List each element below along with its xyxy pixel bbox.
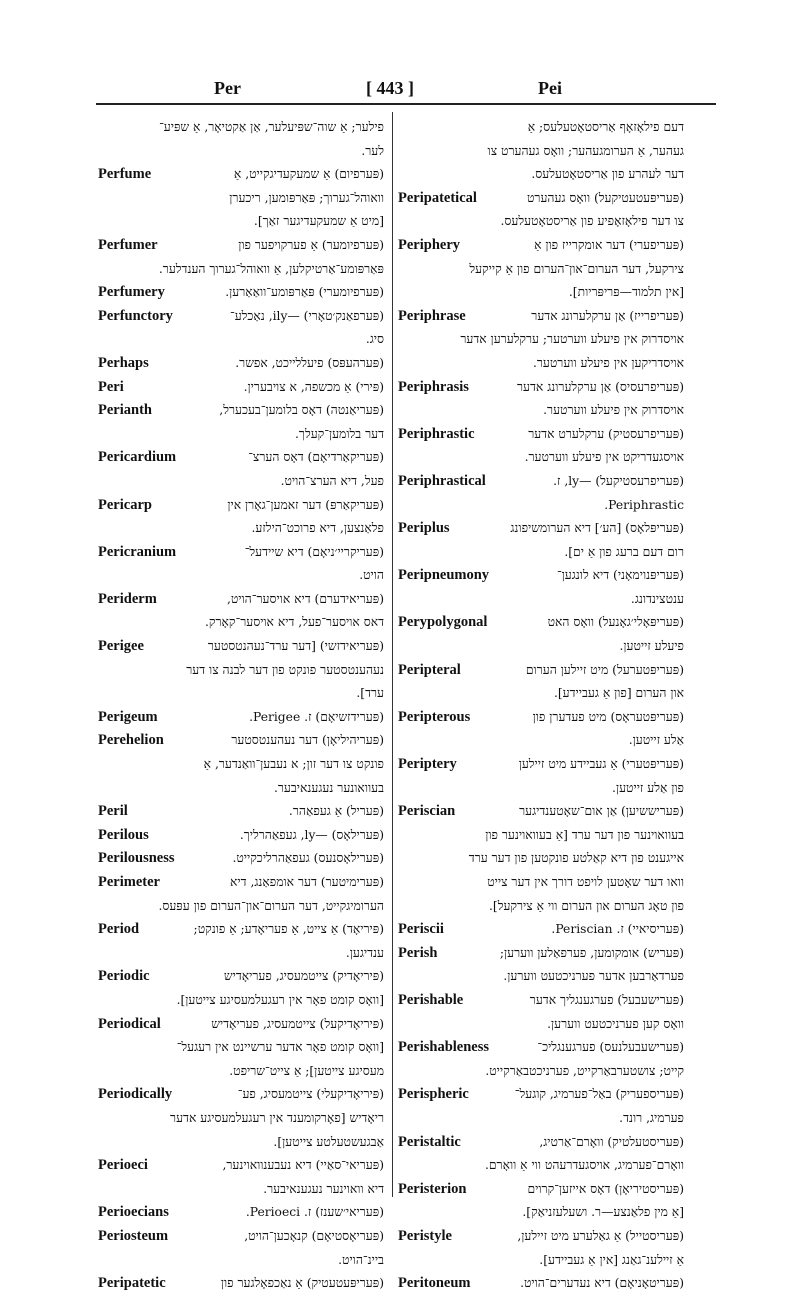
dictionary-entry bbox=[98, 871, 384, 895]
definition-text: און הערום [פון אַ געביידע]. bbox=[553, 686, 684, 701]
definition-text: פונקט צו דער זון; א נעבען־וואַנדער, אַ bbox=[203, 757, 384, 772]
entry-continuation-line bbox=[398, 210, 684, 234]
definition-text: ענדיגען. bbox=[345, 945, 384, 960]
entry-continuation-line bbox=[98, 423, 384, 447]
headword: Perfunctory bbox=[98, 307, 173, 324]
definition-text: (פּעריאי־סאַיי) דיא נעבענוואוינער, bbox=[222, 1158, 384, 1173]
entry-continuation-line bbox=[398, 871, 684, 895]
definition-text: (פּעריפּעטעטיק) אַ נאַכפאָלגער פון bbox=[220, 1276, 384, 1291]
entry-continuation-line bbox=[398, 682, 684, 706]
definition-text: (פּעריפּאָלי׳גאָנעל) וואָס האט bbox=[547, 615, 684, 630]
definition-text: (פּעריפּטערי) אַ געביידע מיט זיילען bbox=[518, 757, 684, 772]
headword: Peripteral bbox=[398, 661, 461, 678]
definition-text: (פּערידזשיאָם) ז. Perigee. bbox=[249, 709, 384, 724]
definition-text: ערד]. bbox=[356, 686, 384, 701]
dictionary-entry bbox=[98, 588, 384, 612]
entry-continuation-line bbox=[98, 470, 384, 494]
definition-text: נעהענטסטער פונקט פון דער לבנה צו דער bbox=[186, 662, 384, 677]
definition-text: בעוואוינער פון דער ערד [אַ בעוואוינער פון bbox=[485, 827, 684, 842]
definition-text: פיעלע זייטען. bbox=[619, 639, 684, 654]
definition-text: קייט; צושטערבאַרקייט, פערניכטבאַרקייט. bbox=[485, 1063, 684, 1078]
entry-continuation-line bbox=[98, 989, 384, 1013]
definition-text: (פּעריפּלאָס) [הע׳] דיא הערומשיפונג bbox=[510, 521, 684, 536]
headword: Peripatetical bbox=[398, 189, 477, 206]
header-right-guideword: Pei bbox=[538, 78, 562, 98]
headword: Perigee bbox=[98, 638, 144, 655]
dictionary-entry bbox=[398, 564, 684, 588]
dictionary-entry bbox=[98, 800, 384, 824]
entry-continuation-line bbox=[98, 187, 384, 211]
dictionary-entry bbox=[98, 1154, 384, 1178]
headword: Perfumery bbox=[98, 284, 165, 301]
definition-text: (פּערפאַנק׳טאָרי) —ily, נאַכלע־ bbox=[229, 308, 384, 323]
entry-continuation-line bbox=[98, 140, 384, 164]
entry-continuation-line bbox=[398, 777, 684, 801]
definition-text: אַבגעשטעלטע צייטען]. bbox=[273, 1134, 384, 1149]
headword: Perigeum bbox=[98, 708, 158, 725]
entry-continuation-line bbox=[98, 1036, 384, 1060]
entry-continuation-line bbox=[398, 729, 684, 753]
entry-continuation-line bbox=[398, 895, 684, 919]
headword: Peritoneum bbox=[398, 1275, 471, 1292]
headword: Periphrastic bbox=[398, 425, 475, 442]
definition-text: (פּעריסטייל) אַ גאַלערע מיט זיילען, bbox=[517, 1228, 684, 1243]
entry-continuation-line bbox=[98, 753, 384, 777]
dictionary-entry bbox=[398, 1131, 684, 1155]
definition-text: אויסדריקען אין פיעלע ווערטער. bbox=[532, 355, 684, 370]
dictionary-entry bbox=[398, 305, 684, 329]
dictionary-entry bbox=[98, 541, 384, 565]
dictionary-entry bbox=[98, 635, 384, 659]
definition-text: ענטצינדונג. bbox=[630, 591, 684, 606]
definition-text: דאס אויסער־פעל, דיא אויסער־קאָרק. bbox=[205, 615, 384, 630]
dictionary-entry bbox=[398, 187, 684, 211]
definition-text: (פּערילאָסנעס) געפאַהרליכקייט. bbox=[232, 851, 384, 866]
definition-text: (פּעריסטעלטיק) וואָרם־אַרטיג, bbox=[539, 1134, 684, 1149]
entry-continuation-line bbox=[398, 446, 684, 470]
dictionary-entry bbox=[98, 281, 384, 305]
headword: Perfumer bbox=[98, 236, 158, 253]
headword: Periphrasis bbox=[398, 378, 469, 395]
dictionary-entry bbox=[398, 234, 684, 258]
dictionary-entry bbox=[98, 234, 384, 258]
definition-text: ביינ־הויט. bbox=[338, 1252, 384, 1267]
dictionary-entry bbox=[98, 1083, 384, 1107]
definition-text: [אין תלמוד—פּריפּריות]. bbox=[568, 285, 684, 300]
entry-continuation-line bbox=[398, 258, 684, 282]
definition-text: (פּעריקאַרדיאָם) דאָס הערצ־ bbox=[248, 450, 384, 465]
definition-text: (פּיריאָדיקעל) צייטמעסיג, פעריאָדיש bbox=[211, 1016, 384, 1031]
dictionary-entry bbox=[398, 1036, 684, 1060]
headword: Perypolygonal bbox=[398, 614, 488, 631]
entry-continuation-line bbox=[98, 682, 384, 706]
definition-text: (פּירי) אַ מכשפה, א צויבערין. bbox=[243, 379, 384, 394]
left-column bbox=[98, 116, 384, 1292]
entry-continuation-line bbox=[98, 1249, 384, 1273]
definition-text: וואוהל־גערוך; פּאַרפּומען, ריכערן bbox=[229, 190, 384, 205]
definition-text: (פּערפיומער) אַ פערקויפער פון bbox=[238, 237, 384, 252]
definition-text: דיא וואוינער נעגענאיבער. bbox=[263, 1181, 384, 1196]
definition-text: פערמיג, רונד. bbox=[619, 1110, 684, 1125]
headword: Pericranium bbox=[98, 543, 177, 560]
headword: Periderm bbox=[98, 590, 157, 607]
headword: Peri bbox=[98, 378, 124, 395]
definition-text: (פּערילאָס) —ly, געפאַהרליך. bbox=[239, 827, 384, 842]
headword: Perilous bbox=[98, 826, 149, 843]
definition-text: (פּערפיום) אַ שמעקעדיגקייט, אַ bbox=[233, 167, 384, 182]
entry-continuation-line bbox=[98, 1178, 384, 1202]
headword: Perianth bbox=[98, 402, 152, 419]
dictionary-entry bbox=[398, 918, 684, 942]
definition-text: פעל, דיא הערצ־הויט. bbox=[280, 473, 384, 488]
dictionary-entry bbox=[98, 446, 384, 470]
dictionary-entry bbox=[98, 1013, 384, 1037]
headword: Perishableness bbox=[398, 1039, 490, 1056]
definition-text: פּאַרפּומע־אַרטיקלען, אַ וואוהל־גערוך הענדלער. bbox=[158, 261, 384, 276]
entry-continuation-line bbox=[398, 494, 684, 518]
entry-continuation-line bbox=[98, 895, 384, 919]
definition-text: דער בלומען־קעלך. bbox=[295, 426, 384, 441]
definition-text: אייגענט פון דיא קאַלטע פונקטען פון דער ערד bbox=[468, 851, 684, 866]
entry-continuation-line bbox=[398, 1154, 684, 1178]
headword: Periscian bbox=[398, 803, 456, 820]
dictionary-entry bbox=[398, 1083, 684, 1107]
dictionary-entry bbox=[98, 1225, 384, 1249]
definition-text: (פּעריטאָניאָם) דיא נעדערים־הויט. bbox=[520, 1276, 684, 1291]
definition-text: (פּעריפערי) דער אומקרייז פון אַ bbox=[534, 237, 684, 252]
headword: Periscii bbox=[398, 921, 444, 938]
headword: Perehelion bbox=[98, 732, 164, 749]
definition-text: הערומיגקייט, דער הערום־און־הערום פון עפּעס. bbox=[158, 898, 384, 913]
definition-text: פלאַנצען, דיא פרוכט־הילזע. bbox=[251, 521, 384, 536]
dictionary-entry bbox=[98, 163, 384, 187]
entry-continuation-line bbox=[98, 1131, 384, 1155]
definition-text: (פּיריאָד) אַ צייט, אַ פעריאָדע; אַ פונקט; bbox=[193, 922, 384, 937]
entry-continuation-line bbox=[398, 588, 684, 612]
definition-text: (פּעריאָסטיאָם) קנאָכען־הויט, bbox=[244, 1228, 384, 1243]
entry-continuation-line bbox=[398, 847, 684, 871]
dictionary-entry bbox=[98, 847, 384, 871]
definition-text: דער לעהרע פון אַריסטאָטעלעס. bbox=[531, 167, 684, 182]
dictionary-entry bbox=[98, 729, 384, 753]
definition-text: (פּערפיומערי) פּאַרפּומע־וואַאַרען. bbox=[225, 285, 384, 300]
headword: Peril bbox=[98, 803, 128, 820]
headword: Perfume bbox=[98, 166, 152, 183]
headword: Perispheric bbox=[398, 1086, 469, 1103]
entry-continuation-line bbox=[98, 210, 384, 234]
definition-text: ריאָדיש [פאָרקומענד אין רעגעלמעסיגע אדער bbox=[170, 1110, 384, 1125]
definition-text: (פּעריפּטעראָס) מיט פעדערן פון bbox=[532, 709, 684, 724]
page-header bbox=[96, 76, 716, 106]
entry-continuation-line bbox=[398, 140, 684, 164]
headword: Perilousness bbox=[98, 850, 175, 867]
definition-text: (פּעריקאַרפּ) דער זאמען־גאָרן אין bbox=[227, 497, 384, 512]
definition-text: (פּעריש) אומקומען, פערפאַלען ווערען; bbox=[499, 945, 684, 960]
definition-text: (פּעריסיאיי) ז. Periscian. bbox=[551, 922, 684, 937]
definition-text: פילער; אַ שוה־שפּיעלער, אַן אַקטיאָר, אַ שפּיע־ bbox=[159, 120, 384, 134]
entry-continuation-line bbox=[398, 328, 684, 352]
headword: Pericarp bbox=[98, 496, 152, 513]
definition-text: (פּעריפרייז) אַן ערקלערונג אדער bbox=[531, 308, 684, 323]
dictionary-entry bbox=[398, 1225, 684, 1249]
entry-continuation-line bbox=[398, 116, 684, 140]
definition-text: (פּעריפרעסטיקעל) —ly, ז. bbox=[553, 473, 684, 488]
dictionary-entry bbox=[98, 376, 384, 400]
entry-continuation-line bbox=[98, 517, 384, 541]
dictionary-entry bbox=[98, 305, 384, 329]
definition-text: צו דער פילאָזאָפיע פון אַריסטאָטעלעס. bbox=[500, 214, 684, 229]
dictionary-entry bbox=[398, 1178, 684, 1202]
entry-continuation-line bbox=[398, 352, 684, 376]
right-column bbox=[398, 116, 684, 1292]
definition-text: (פּערישעבעלנעס) פערגענגליכ־ bbox=[537, 1040, 684, 1055]
definition-text: צירקעל, דער הערום־און־הערום פון אַ קייקעל bbox=[469, 261, 684, 276]
entry-continuation-line bbox=[398, 1201, 684, 1225]
definition-text: (פּעריקריי׳ניאָם) דיא שיידעל־ bbox=[244, 544, 384, 559]
headword: Periosteum bbox=[98, 1227, 169, 1244]
dictionary-entry bbox=[398, 800, 684, 824]
headword: Periodically bbox=[98, 1086, 173, 1103]
entry-continuation-line bbox=[398, 965, 684, 989]
definition-text: דעם פילאָזאָף אַריסטאָטעלעס; אַ bbox=[527, 120, 684, 134]
entry-continuation-line bbox=[398, 163, 684, 187]
definition-text: (פּעריפּעטעטיקעל) וואָס געהערט bbox=[527, 190, 684, 205]
entry-continuation-line bbox=[98, 564, 384, 588]
headword: Peripterous bbox=[398, 708, 471, 725]
definition-text: אַלע זייטען. bbox=[628, 733, 684, 748]
headword: Periodical bbox=[98, 1015, 161, 1032]
definition-text: פערדאַרבען אדער פערניכטעט ווערען. bbox=[503, 969, 684, 984]
entry-continuation-line bbox=[98, 611, 384, 635]
headword: Periodic bbox=[98, 968, 150, 985]
definition-text: אויסגעדריקט אין פיעלע ווערטער. bbox=[524, 450, 684, 465]
definition-text: (פּעריספעריק) באַל־פערמיג, קוגעל־ bbox=[514, 1087, 684, 1102]
definition-text: (פּעריששיען) אַן אום־שאָטענדיגער bbox=[519, 804, 684, 819]
definition-text: פון טאָג הערום און הערום ווי אַ צירקעל]. bbox=[489, 898, 684, 913]
definition-text: (פּערישעבעל) פערגענגליך אדער bbox=[529, 992, 684, 1007]
headword: Periphrase bbox=[398, 307, 466, 324]
definition-text: (פּעריאי׳שענז) ז. Perioeci. bbox=[245, 1205, 384, 1220]
dictionary-entry bbox=[398, 611, 684, 635]
headword: Peristyle bbox=[398, 1227, 452, 1244]
entry-continuation-line bbox=[98, 328, 384, 352]
dictionary-entry bbox=[98, 494, 384, 518]
entry-continuation-line bbox=[98, 258, 384, 282]
dictionary-entry bbox=[398, 753, 684, 777]
entry-continuation-line bbox=[398, 1013, 684, 1037]
entry-continuation-line bbox=[398, 399, 684, 423]
definition-text: פון אַלע זייטען. bbox=[612, 780, 684, 795]
dictionary-entry bbox=[398, 470, 684, 494]
definition-text: הויט. bbox=[359, 568, 384, 583]
definition-text: בעוואונער נעגענאיבער. bbox=[273, 780, 384, 795]
definition-text: אַ זיילענ־גאַנג [אין אַ געביידע]. bbox=[539, 1252, 684, 1267]
definition-text: (פּעריפּנוימאָני) דיא לונגען־ bbox=[556, 568, 684, 583]
entry-continuation-line bbox=[98, 1060, 384, 1084]
definition-text: [וואָס קומט פאָר אדער ערשיינט אין רעגעל־ bbox=[176, 1040, 384, 1055]
definition-text: וואָס קען פערניכטעט ווערען. bbox=[547, 1016, 684, 1031]
headword: Peristaltic bbox=[398, 1133, 461, 1150]
column-divider bbox=[392, 112, 393, 1197]
headword: Period bbox=[98, 921, 140, 938]
definition-text: (פּערהעפּס) פיעללייכט, אפשר. bbox=[235, 355, 384, 370]
definition-text: אויסדרוק אין פיעלע ווערטער. bbox=[543, 403, 684, 418]
entry-continuation-line bbox=[398, 824, 684, 848]
headword: Periplus bbox=[398, 520, 450, 537]
definition-text: (פּעריפרעסיס) אַן ערקלערונג אדער bbox=[517, 379, 684, 394]
definition-text: (פּיריאָדיקעלי) צייטמעסיג, פע־ bbox=[237, 1087, 384, 1102]
definition-text: (פּעריפרעסטיק) ערקלערט אדער bbox=[528, 426, 684, 441]
dictionary-entry bbox=[398, 706, 684, 730]
definition-text: וואו דער שאָטען לויפט דורך אין דער צייט bbox=[487, 875, 684, 889]
dictionary-entry bbox=[398, 517, 684, 541]
dictionary-entry bbox=[398, 989, 684, 1013]
dictionary-entry bbox=[98, 965, 384, 989]
definition-text: (פּעריאַנטה) דאָס בלומען־בעכערל, bbox=[219, 403, 384, 418]
headword: Perishable bbox=[398, 991, 464, 1008]
entry-continuation-line bbox=[98, 1107, 384, 1131]
definition-text: וואָרם־פערמיג, אויסגעדרעהט ווי אַ וואָרם. bbox=[484, 1158, 684, 1173]
entry-continuation-line bbox=[98, 777, 384, 801]
header-rule bbox=[96, 103, 716, 105]
headword: Peristerion bbox=[398, 1180, 467, 1197]
definition-text: (פּעריאידזשי) [דער ערד־נעהנטסטער bbox=[207, 639, 384, 654]
headword: Perioeci bbox=[98, 1157, 148, 1174]
entry-continuation-line bbox=[98, 116, 384, 140]
definition-text: (פּעריסטיריאָן) דאָס אייזען־קרוים bbox=[527, 1181, 684, 1196]
headword: Perioecians bbox=[98, 1204, 169, 1221]
dictionary-entry bbox=[398, 1272, 684, 1296]
headword: Perish bbox=[398, 944, 438, 961]
definition-text: (פּעריל) אַ געפאַהר. bbox=[288, 804, 384, 819]
entry-continuation-line bbox=[398, 1107, 684, 1131]
headword: Peripneumony bbox=[398, 567, 490, 584]
entry-continuation-line bbox=[98, 942, 384, 966]
headword: Peripatetic bbox=[98, 1275, 166, 1292]
page-number: [ 443 ] bbox=[366, 78, 414, 98]
entry-continuation-line bbox=[398, 541, 684, 565]
dictionary-entry bbox=[98, 399, 384, 423]
definition-text: רום דעם ברעג פון אַ ים]. bbox=[564, 544, 684, 559]
dictionary-entry bbox=[98, 352, 384, 376]
dictionary-entry bbox=[98, 824, 384, 848]
dictionary-entry bbox=[398, 376, 684, 400]
dictionary-entry bbox=[398, 942, 684, 966]
dictionary-entry bbox=[398, 423, 684, 447]
definition-text: (פּיריאָדיק) צייטמעסיג, פעריאָדיש bbox=[223, 969, 384, 984]
header-left-guideword: Per bbox=[214, 78, 241, 98]
definition-text: (פּעריאידערם) דיא אויסער־הויט, bbox=[226, 591, 384, 606]
definition-text: מעסיגע צייטען]; אַ צייט־שריפט. bbox=[229, 1063, 384, 1078]
entry-continuation-line bbox=[398, 1060, 684, 1084]
headword: Periphery bbox=[398, 236, 461, 253]
headword: Periptery bbox=[398, 756, 457, 773]
dictionary-entry bbox=[98, 1201, 384, 1225]
headword: Periphrastical bbox=[398, 472, 486, 489]
entry-continuation-line bbox=[398, 1249, 684, 1273]
definition-text: לער. bbox=[361, 143, 384, 158]
headword: Perhaps bbox=[98, 354, 149, 371]
entry-continuation-line bbox=[398, 281, 684, 305]
entry-continuation-line bbox=[98, 659, 384, 683]
definition-text: געהער, אַ הערומגעהער; וואָס געהערט צו bbox=[487, 143, 684, 158]
definition-text: (פּערימיטער) דער אומפאַנג, דיא bbox=[230, 875, 384, 889]
headword: Pericardium bbox=[98, 449, 177, 466]
dictionary-entry bbox=[98, 1272, 384, 1296]
dictionary-entry bbox=[98, 918, 384, 942]
definition-text: סיג. bbox=[365, 332, 384, 347]
dictionary-entry bbox=[398, 659, 684, 683]
headword: Perimeter bbox=[98, 874, 160, 890]
definition-text: [מיט אַ שמעקעדיגער זאַך]. bbox=[253, 214, 384, 229]
entry-continuation-line bbox=[398, 635, 684, 659]
definition-text: (פּעריהיליאָן) דער נעהענטסטער bbox=[231, 733, 384, 748]
definition-text: Periphrastic. bbox=[604, 497, 684, 512]
definition-text: [וואָס קומט פאָר אין רעגעלמעסיגע צייטען]. bbox=[176, 992, 384, 1007]
definition-text: (פּעריפּטערעל) מיט זיילען הערום bbox=[525, 662, 684, 677]
dictionary-entry bbox=[98, 706, 384, 730]
definition-text: [אַ מין פלאַנצע—ר. ושעלעזניאַק]. bbox=[522, 1205, 684, 1220]
definition-text: אויסדרוק אין פיעלע ווערטער; ערקלערען אדער bbox=[460, 332, 684, 347]
